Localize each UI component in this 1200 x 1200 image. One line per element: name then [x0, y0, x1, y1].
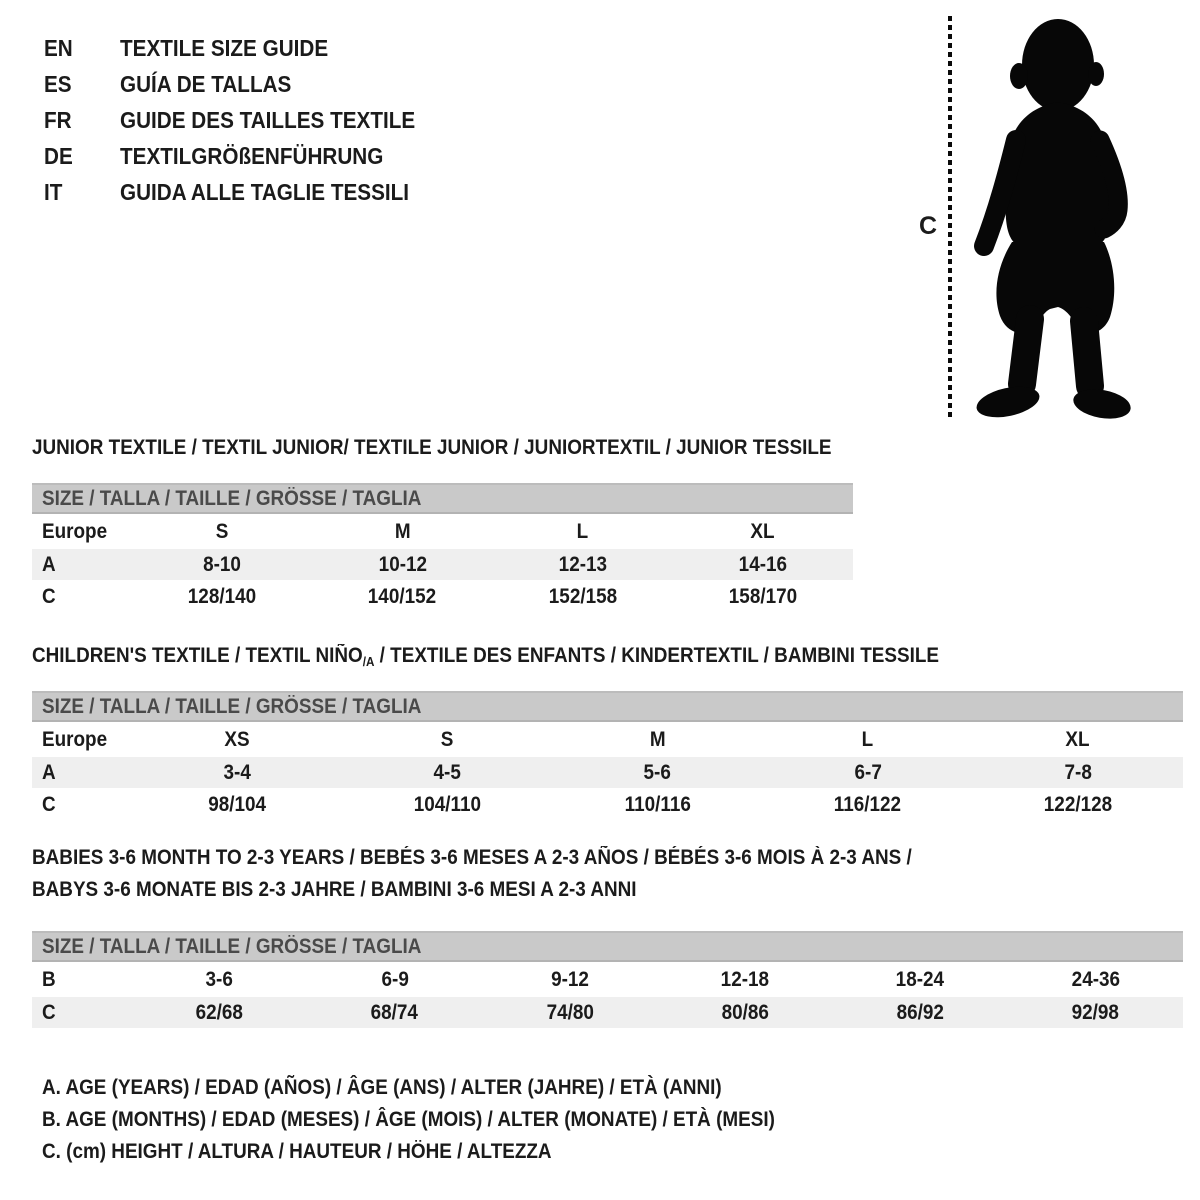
footnote-age-years: A. AGE (YEARS) / EDAD (AÑOS) / ÂGE (ANS) / ALTER (JAHRE) / ETÀ (ANNI)	[42, 1076, 722, 1099]
row-label: B	[42, 967, 56, 991]
height-measure-line	[948, 16, 952, 420]
table-row-months	[32, 962, 1183, 997]
size-cell: S	[215, 519, 229, 543]
row-label: C	[42, 1000, 56, 1024]
footnote-height-cm: C. (cm) HEIGHT / ALTURA / HAUTEUR / HÖHE / ALTEZZA	[42, 1140, 552, 1163]
months-cell: 18-24	[896, 967, 945, 991]
row-label: C	[42, 792, 56, 816]
babies-table-title-line2: BABYS 3-6 MONATE BIS 2-3 JAHRE / BAMBINI 3-6 MESI A 2-3 ANNI	[32, 878, 637, 901]
months-cell: 12-18	[720, 967, 770, 991]
table-row-age	[32, 549, 853, 580]
guide-title-fr: GUIDE DES TAILLES TEXTILE	[120, 106, 416, 133]
size-header-bar: SIZE / TALLA / TAILLE / GRÖSSE / TAGLIA	[32, 691, 1183, 722]
language-row-en	[44, 30, 448, 66]
size-cell: M	[649, 727, 666, 751]
guide-title-it: GUIDA ALLE TAGLIE TESSILI	[120, 178, 410, 205]
table-row-europe	[32, 514, 853, 549]
row-label: A	[42, 552, 56, 576]
children-size-table	[32, 644, 1183, 821]
height-cell: 152/158	[548, 584, 617, 608]
junior-size-table	[32, 436, 853, 613]
size-header-bar: SIZE / TALLA / TAILLE / GRÖSSE / TAGLIA	[32, 931, 1183, 962]
age-cell: 14-16	[738, 552, 788, 576]
size-cell: XS	[224, 727, 250, 751]
height-cell: 122/128	[1043, 792, 1113, 816]
height-measure-label: C	[918, 212, 938, 240]
age-cell: 4-5	[433, 760, 461, 784]
size-cell: L	[861, 727, 874, 751]
height-cell: 98/104	[208, 792, 266, 816]
language-code: EN	[44, 34, 73, 61]
months-cell: 3-6	[205, 967, 234, 991]
months-cell: 24-36	[1071, 967, 1120, 991]
language-row-es	[44, 66, 448, 102]
language-row-fr	[44, 102, 448, 138]
months-cell: 9-12	[550, 967, 589, 991]
size-cell: L	[576, 519, 589, 543]
row-label: Europe	[42, 727, 108, 751]
babies-table-title-line1: BABIES 3-6 MONTH TO 2-3 YEARS / BEBÉS 3-6 MESES A 2-3 AÑOS / BÉBÉS 3-6 MOIS À 2-3 ANS /	[32, 846, 912, 869]
language-code: DE	[44, 142, 73, 169]
height-cell: 62/68	[195, 1000, 244, 1024]
height-cell: 116/122	[834, 792, 902, 816]
age-cell: 5-6	[643, 760, 672, 784]
age-cell: 10-12	[378, 552, 427, 576]
language-list	[44, 30, 448, 210]
baby-silhouette-icon	[962, 14, 1147, 420]
language-row-de	[44, 138, 448, 174]
row-label: Europe	[42, 519, 108, 543]
table-row-europe	[32, 722, 1183, 757]
row-label: C	[42, 584, 56, 608]
size-cell: XL	[1065, 727, 1090, 751]
size-header-bar: SIZE / TALLA / TAILLE / GRÖSSE / TAGLIA	[32, 483, 853, 514]
junior-table-title: JUNIOR TEXTILE / TEXTIL JUNIOR/ TEXTILE JUNIOR / JUNIORTEXTIL / JUNIOR TESSILE	[32, 436, 832, 459]
height-cell: 128/140	[187, 584, 257, 608]
age-cell: 8-10	[203, 552, 242, 576]
table-row-height	[32, 580, 853, 613]
table-row-height	[32, 997, 1183, 1028]
height-cell: 104/110	[413, 792, 481, 816]
language-code: IT	[44, 178, 63, 205]
age-cell: 7-8	[1064, 760, 1092, 784]
age-cell: 12-13	[558, 552, 607, 576]
age-cell: 6-7	[854, 760, 882, 784]
table-row-height	[32, 788, 1183, 821]
language-code: FR	[44, 106, 72, 133]
guide-title-en: TEXTILE SIZE GUIDE	[120, 34, 329, 61]
size-cell: S	[440, 727, 454, 751]
height-cell: 92/98	[1071, 1000, 1120, 1024]
size-cell: M	[394, 519, 411, 543]
row-label: A	[42, 760, 56, 784]
language-code: ES	[44, 70, 72, 97]
title-subscript: /A	[362, 654, 375, 669]
guide-title-de: TEXTILGRÖßENFÜHRUNG	[120, 142, 384, 169]
language-row-it	[44, 174, 448, 210]
height-cell: 158/170	[728, 584, 798, 608]
babies-size-table	[32, 846, 1183, 1028]
height-cell: 86/92	[896, 1000, 944, 1024]
height-cell: 110/116	[624, 792, 691, 816]
months-cell: 6-9	[381, 967, 409, 991]
footnotes	[42, 1072, 856, 1168]
guide-title-es: GUÍA DE TALLAS	[120, 70, 292, 97]
height-cell: 68/74	[371, 1000, 419, 1024]
children-table-title: CHILDREN'S TEXTILE / TEXTIL $NIÑO_{/A}$ / TEXTILE DES ENFANTS / KINDERTEXTIL / BAMBINI TESSILE	[32, 644, 940, 669]
size-cell: XL	[750, 519, 775, 543]
height-cell: 140/152	[368, 584, 437, 608]
height-cell: 74/80	[546, 1000, 594, 1024]
table-row-age	[32, 757, 1183, 788]
age-cell: 3-4	[223, 760, 251, 784]
footnote-age-months: B. AGE (MONTHS) / EDAD (MESES) / ÂGE (MOIS) / ALTER (MONATE) / ETÀ (MESI)	[42, 1108, 775, 1131]
height-cell: 80/86	[721, 1000, 769, 1024]
